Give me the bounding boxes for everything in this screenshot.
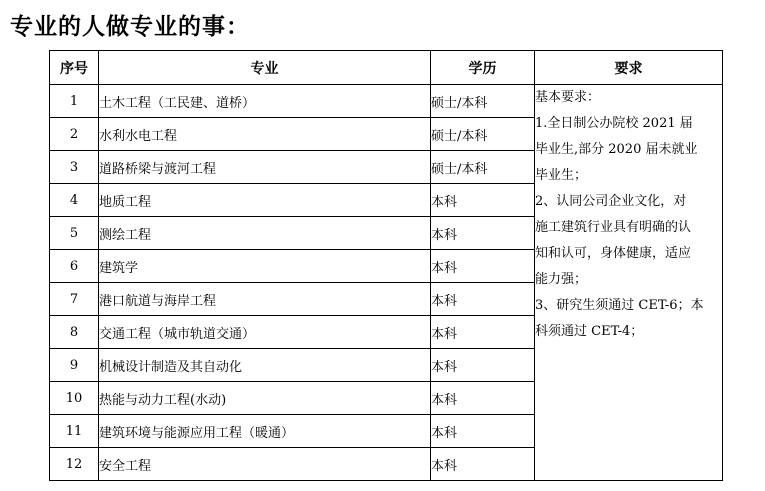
requirement-line: 能力强； bbox=[535, 272, 588, 287]
row-number: 4 bbox=[50, 184, 99, 217]
requirement-line: 3、研究生须通过 CET-6；本 bbox=[535, 298, 704, 313]
table-header-row bbox=[50, 51, 723, 85]
recruitment-table bbox=[49, 50, 723, 481]
row-major: 道路桥梁与渡河工程 bbox=[99, 151, 431, 184]
header-education: 学历 bbox=[431, 51, 535, 85]
row-education: 硕士/本科 bbox=[431, 85, 535, 118]
row-number: 10 bbox=[50, 382, 99, 415]
row-major: 安全工程 bbox=[99, 448, 431, 481]
row-number: 9 bbox=[50, 349, 99, 382]
row-number: 5 bbox=[50, 217, 99, 250]
requirement-line: 毕业生,部分 2020 届未就业 bbox=[535, 142, 698, 157]
row-number: 6 bbox=[50, 250, 99, 283]
row-education: 本科 bbox=[431, 184, 535, 217]
row-education: 本科 bbox=[431, 448, 535, 481]
row-education: 硕士/本科 bbox=[431, 151, 535, 184]
requirement-line: 科须通过 CET-4； bbox=[535, 324, 644, 339]
row-major: 地质工程 bbox=[99, 184, 431, 217]
row-number: 1 bbox=[50, 85, 99, 118]
row-education: 本科 bbox=[431, 316, 535, 349]
row-major: 土木工程（工民建、道桥） bbox=[99, 85, 431, 118]
row-education: 本科 bbox=[431, 415, 535, 448]
row-education: 本科 bbox=[431, 382, 535, 415]
header-no: 序号 bbox=[50, 51, 99, 85]
row-number: 8 bbox=[50, 316, 99, 349]
row-number: 2 bbox=[50, 118, 99, 151]
requirement-line: 2、认同公司企业文化，对 bbox=[535, 194, 687, 209]
row-education: 本科 bbox=[431, 349, 535, 382]
header-requirements: 要求 bbox=[535, 51, 723, 85]
row-major: 测绘工程 bbox=[99, 217, 431, 250]
row-number: 7 bbox=[50, 283, 99, 316]
row-major: 热能与动力工程(水动) bbox=[99, 382, 431, 415]
row-education: 本科 bbox=[431, 217, 535, 250]
row-number: 3 bbox=[50, 151, 99, 184]
page-title: 专业的人做专业的事： bbox=[10, 13, 250, 40]
requirement-line: 毕业生； bbox=[535, 168, 588, 183]
requirement-line: 1.全日制公办院校 2021 届 bbox=[535, 116, 693, 131]
header-major: 专业 bbox=[99, 51, 431, 85]
row-major: 机械设计制造及其自动化 bbox=[99, 349, 431, 382]
row-number: 12 bbox=[50, 448, 99, 481]
row-education: 硕士/本科 bbox=[431, 118, 535, 151]
row-major: 交通工程（城市轨道交通） bbox=[99, 316, 431, 349]
row-education: 本科 bbox=[431, 283, 535, 316]
requirement-line: 施工建筑行业具有明确的认 bbox=[535, 220, 692, 235]
table-row bbox=[50, 85, 723, 118]
row-major: 建筑学 bbox=[99, 250, 431, 283]
row-major: 港口航道与海岸工程 bbox=[99, 283, 431, 316]
row-number: 11 bbox=[50, 415, 99, 448]
row-major: 建筑环境与能源应用工程（暖通） bbox=[99, 415, 431, 448]
requirement-line: 知和认可，身体健康，适应 bbox=[535, 246, 692, 261]
row-major: 水利水电工程 bbox=[99, 118, 431, 151]
requirement-line: 基本要求： bbox=[535, 90, 601, 105]
row-education: 本科 bbox=[431, 250, 535, 283]
requirements-cell bbox=[535, 85, 723, 481]
